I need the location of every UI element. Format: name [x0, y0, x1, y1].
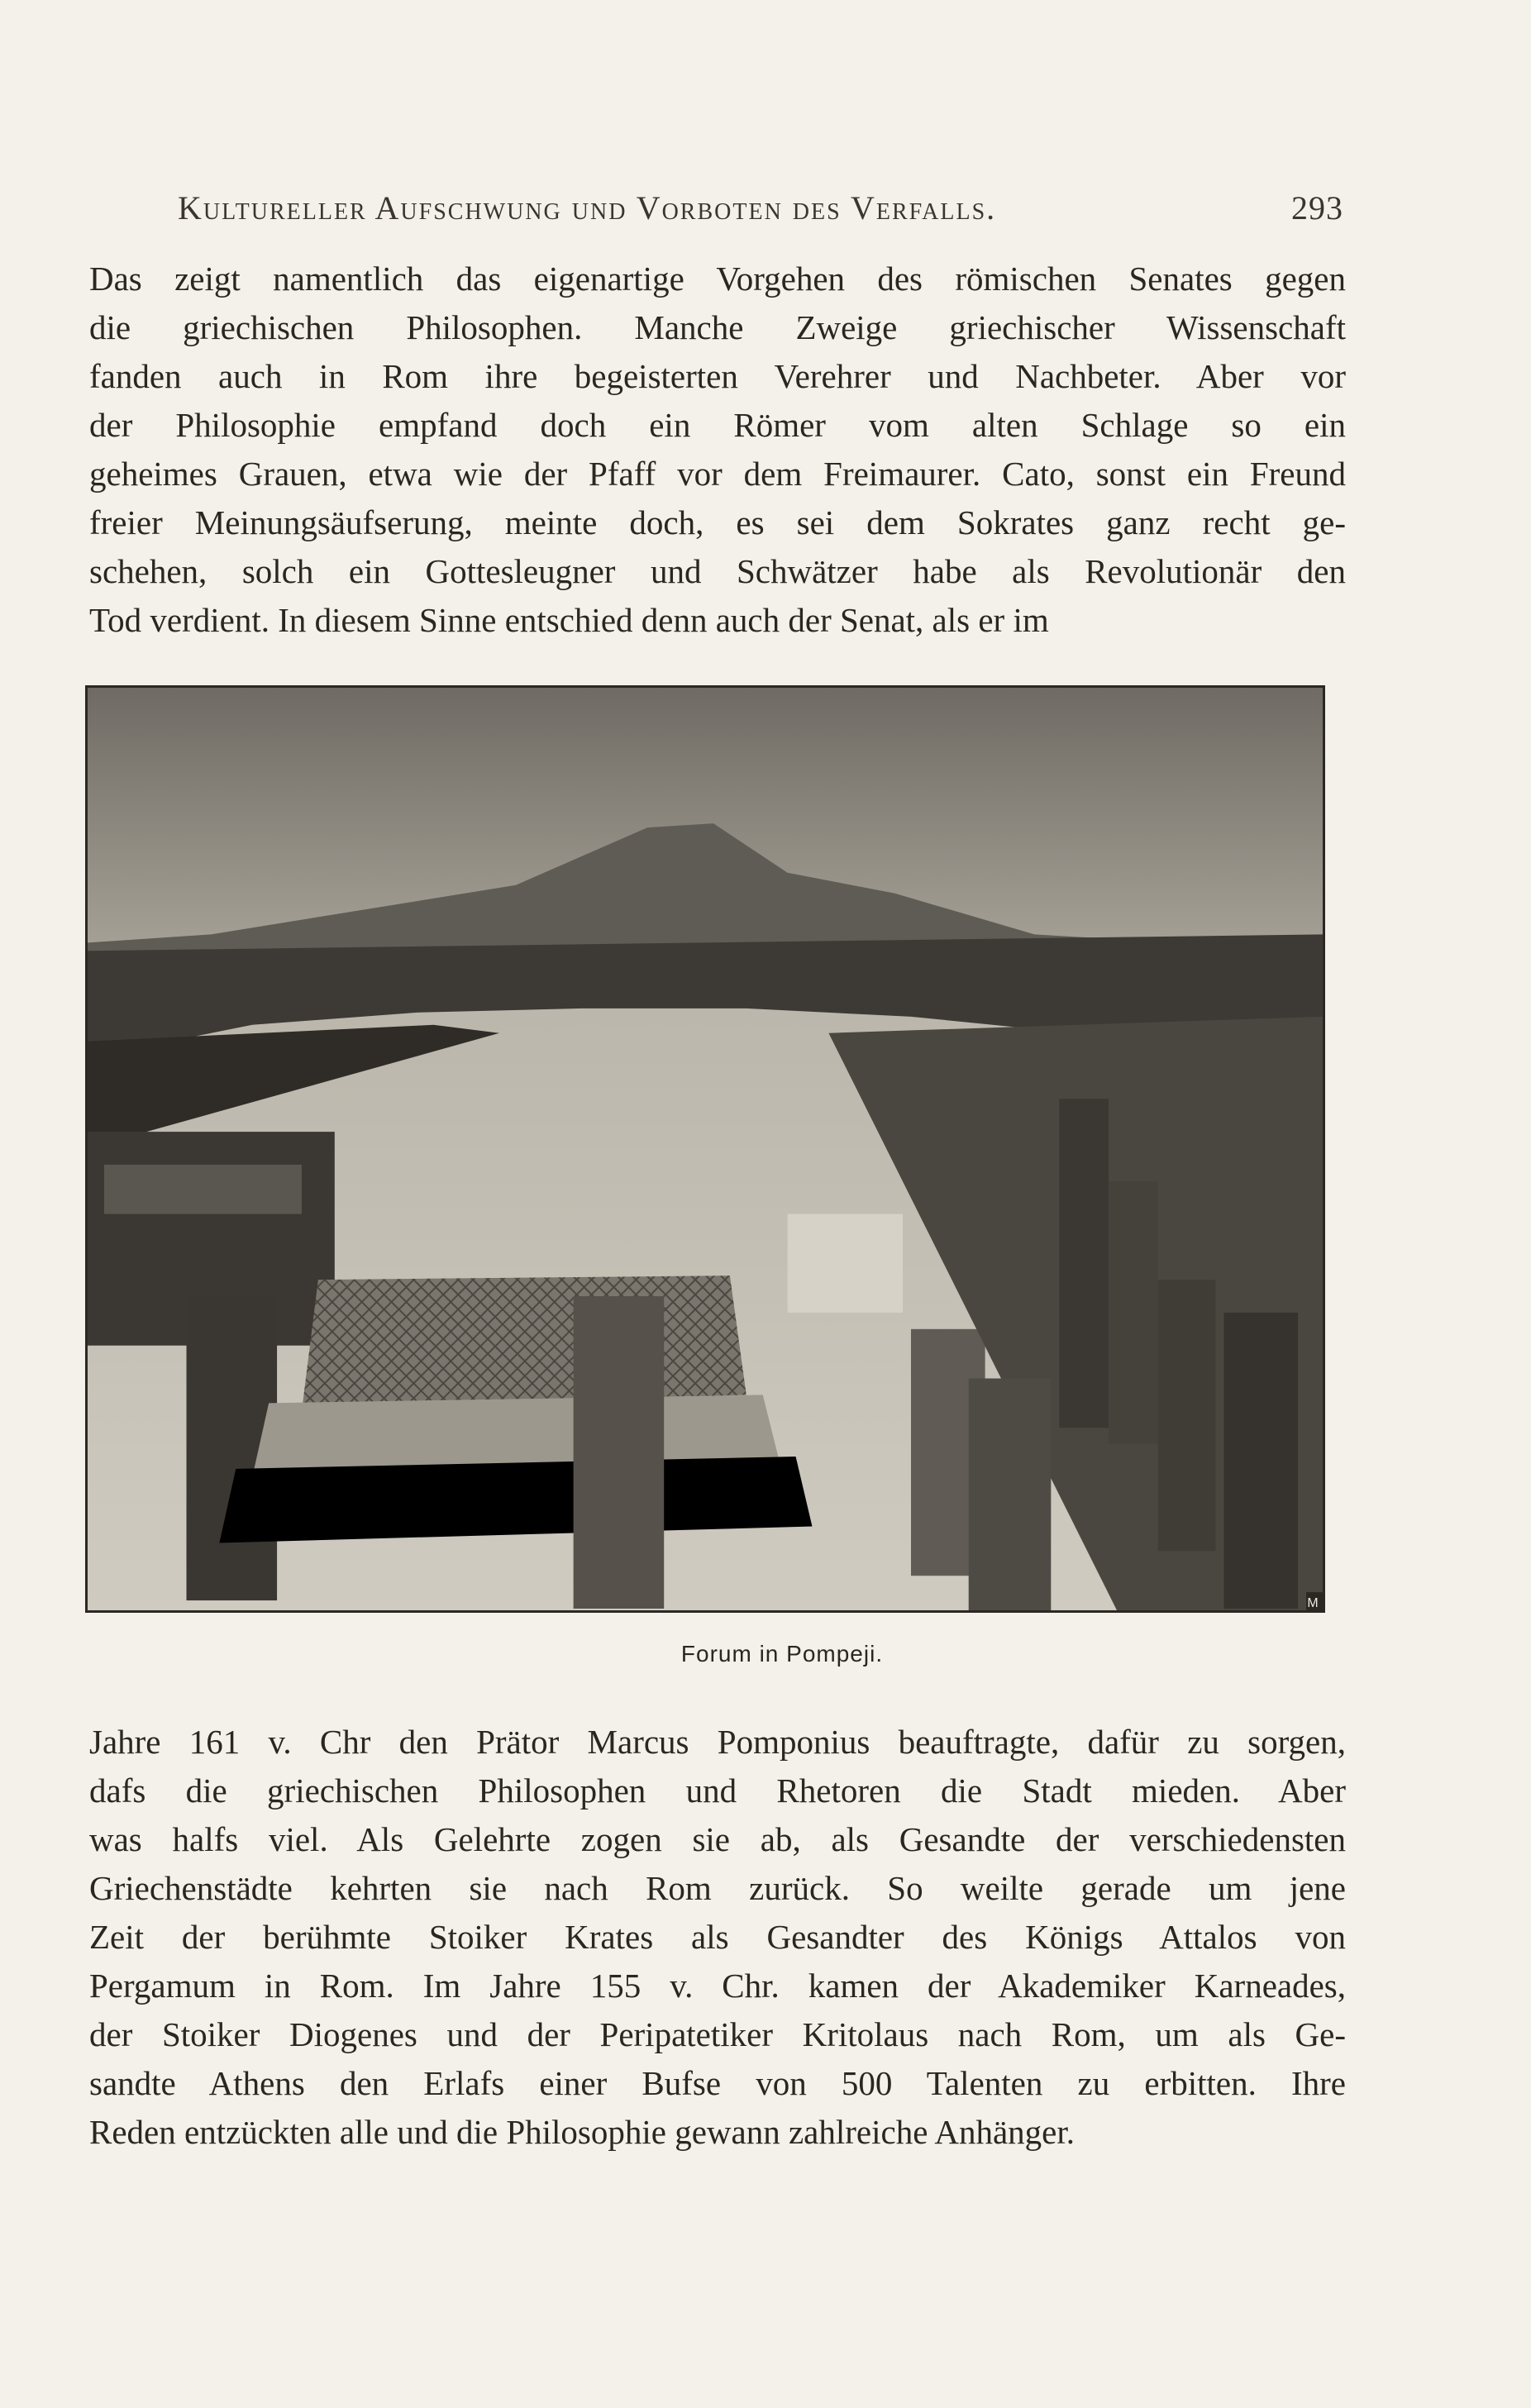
figure-caption: [0, 1641, 1531, 1667]
text-line: die griechischen Philosophen. Manche Zweige griechischer Wissenschaft: [89, 308, 1346, 346]
text-line: der Stoiker Diogenes und der Peripatetiker Kritolaus nach Rom, um als Ge-: [89, 2015, 1346, 2053]
text-line: Pergamum in Rom. Im Jahre 155 v. Chr. kamen der Akademiker Karneades,: [89, 1967, 1346, 2005]
column-right-2: [1109, 1181, 1158, 1444]
text-line: was halfs viel. Als Gelehrte zogen sie ab, als Gesandte der verschiedensten: [89, 1820, 1346, 1858]
column-center: [574, 1296, 665, 1609]
paragraph-bottom: [89, 1718, 1346, 2157]
text-line: der Philosophie empfand doch ein Römer vom alten Schlage so ein: [89, 406, 1346, 444]
paragraph-top: [89, 255, 1346, 645]
altar-base-left: [302, 1276, 746, 1411]
column-right-4: [1223, 1313, 1298, 1609]
pedestal: [788, 1214, 903, 1313]
text-line: Reden entzückten alle und die Philosophie gewann zahlreiche Anhänger.: [89, 2113, 1076, 2151]
text-line: fanden auch in Rom ihre begeisterten Verehrer und Nachbeter. Aber vor: [89, 357, 1346, 395]
text-line: dafs die griechischen Philosophen und Rhetoren die Stadt mieden. Aber: [89, 1771, 1346, 1810]
text-line: Zeit der berühmte Stoiker Krates als Gesandter des Königs Attalos von: [89, 1918, 1346, 1956]
text-line: Griechenstädte kehrten sie nach Rom zurück. So weilte gerade um jene: [89, 1869, 1346, 1907]
text-line: freier Meinungsäufserung, meinte doch, es sei dem Sokrates ganz recht ge-: [89, 503, 1346, 541]
text-line: Das zeigt namentlich das eigenartige Vorgehen des römischen Senates gegen: [89, 260, 1346, 298]
running-header-title: Kultureller Aufschwung und Vorboten des Verfalls.: [178, 189, 997, 226]
text-line: Jahre 161 v. Chr den Prätor Marcus Pomponius beauftragte, dafür zu sorgen,: [89, 1723, 1346, 1761]
running-header: [178, 188, 1343, 227]
page-number: 293: [1291, 189, 1343, 226]
forum-pompeii-photograph: [85, 685, 1325, 1613]
text-line: sandte Athens den Erlafs einer Bufse von 500 Talenten zu erbitten. Ihre: [89, 2064, 1346, 2102]
corner-mark: M: [1307, 1596, 1319, 1610]
text-line: schehen, solch ein Gottesleugner und Schwätzer habe als Revolutionär den: [89, 552, 1346, 590]
column-foreground: [969, 1379, 1052, 1610]
column-right-3: [1158, 1280, 1216, 1551]
photo-illustration: [88, 688, 1323, 1610]
text-line: Tod verdient. In diesem Sinne entschied denn auch der Senat, als er im: [89, 601, 1049, 639]
figure-caption-text: Forum in Pompeji.: [680, 1641, 884, 1667]
column-right-1: [1059, 1099, 1109, 1428]
text-line: geheimes Grauen, etwa wie der Pfaff vor dem Freimaurer. Cato, sonst ein Freund: [89, 455, 1346, 493]
